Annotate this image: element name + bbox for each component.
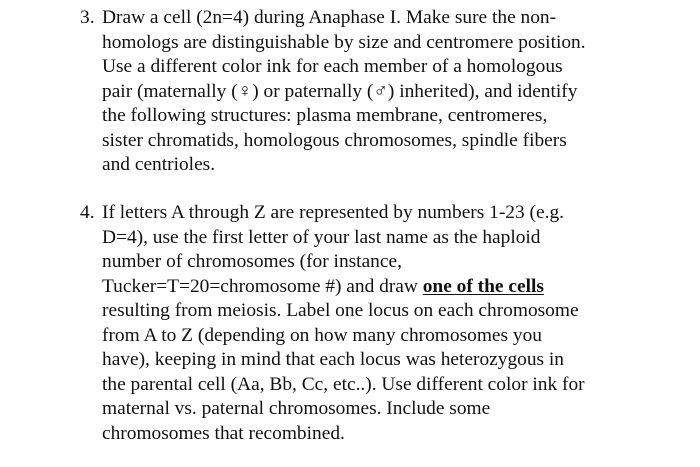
question-4-line: the parental cell (Aa, Bb, Cc, etc..). Use different color ink for: [102, 373, 585, 395]
question-3-line: and centrioles.: [102, 154, 216, 175]
question-4-line: If letters A through Z are represented by numbers 1-23 (e.g.: [102, 202, 564, 223]
question-4-line: have), keeping in mind that each locus was heterozygous in: [102, 349, 565, 370]
question-4-text: [102, 201, 585, 446]
question-3-text: [102, 6, 586, 178]
question-4-line: from A to Z (depending on how many chromosomes you: [102, 324, 542, 346]
question-3-number: 3.: [80, 7, 95, 28]
question-3-line: sister chromatids, homologous chromosomes, spindle fibers: [102, 129, 567, 151]
question-3-line: Draw a cell (2n=4) during Anaphase I. Make sure the non-: [102, 7, 557, 28]
question-4-line: D=4), use the first letter of your last name as the haploid: [102, 226, 541, 248]
question-3-line: Use a different color ink for each member of a homologous: [102, 56, 563, 77]
question-3-line: the following structures: plasma membrane, centromeres,: [102, 105, 548, 126]
question-4-line: number of chromosomes (for instance,: [102, 251, 402, 272]
emphasized-text: one of the cells: [422, 275, 544, 297]
question-3-line: homologs are distinguishable by size and centromere position.: [102, 31, 586, 53]
question-3-line: pair (maternally (♀) or paternally (♂) inherited), and identify: [102, 80, 578, 102]
question-4-line-start: Tucker=T=20=chromosome #) and draw: [102, 275, 423, 297]
question-4-line: chromosomes that recombined.: [102, 422, 345, 444]
question-4-number: 4.: [80, 202, 95, 223]
question-4-line-with-emphasis: [102, 275, 585, 300]
question-4-line: resulting from meiosis. Label one locus on each chromosome: [102, 300, 579, 321]
question-4-line: maternal vs. paternal chromosomes. Include some: [102, 398, 491, 419]
